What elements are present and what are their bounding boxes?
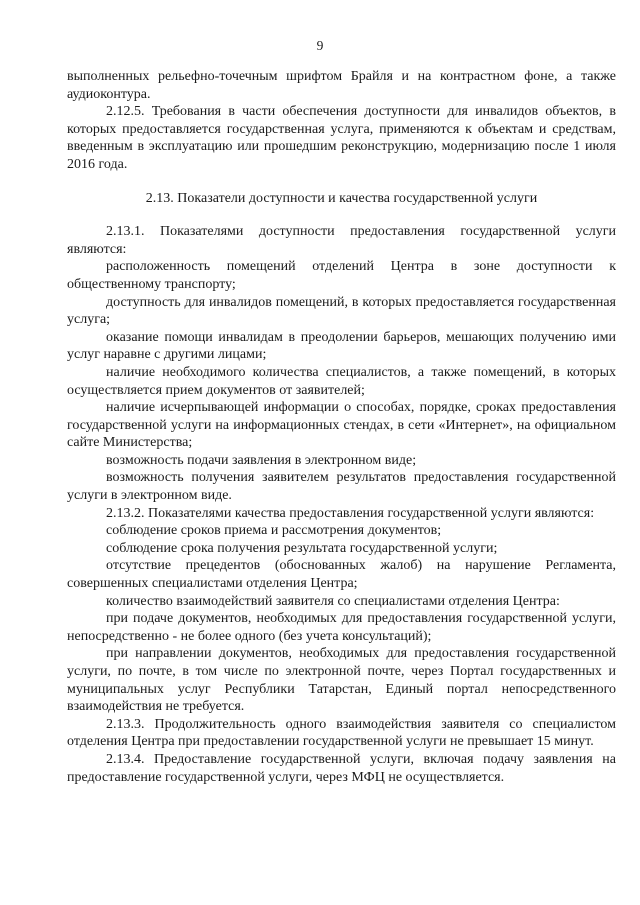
paragraph-2-13-1-intro: 2.13.1. Показателями доступности предоставления государственной услуги являются: — [67, 224, 616, 257]
paragraph-2-13-2-intro: 2.13.2. Показателями качества предоставления государственной услуги являются: — [106, 505, 595, 521]
paragraph-2-13-3: 2.13.3. Продолжительность одного взаимодействия заявителя со специалистом отделения Центра при предоставлении государственной услуги не превышает 15 минут. — [67, 716, 616, 750]
quality-indicator-4: количество взаимодействий заявителя со специалистами отделения Центра: — [106, 593, 560, 609]
accessibility-indicator-5: наличие исчерпывающей информации о способах, порядке, сроках предоставления государственной услуги на информационных стендах, в сети «Интернет», на официальном сайте Министерства; — [67, 400, 616, 451]
section-heading-2-13: 2.13. Показатели доступности и качества государственной услуги — [145, 190, 538, 206]
accessibility-indicator-1: расположенность помещений отделений Центра в зоне доступности к общественному транспорту; — [67, 259, 616, 292]
quality-indicator-1: соблюдение сроков приема и рассмотрения документов; — [106, 523, 442, 539]
quality-indicator-6: при направлении документов, необходимых для предоставления государственной услуги, по почте, в том числе по электронной почте, через Портал государственных и муниципальных услуг Республики Татарстан, Единый портал непосредственного взаимодействия не требуется. — [67, 646, 616, 715]
page-number: 9 — [316, 38, 324, 53]
quality-indicator-3: отсутствие прецедентов (обоснованных жалоб) на нарушение Регламента, совершенных специалистами отделения Центра; — [67, 558, 616, 592]
paragraph-2-12-5: 2.12.5. Требования в части обеспечения доступности для инвалидов объектов, в которых предоставляется государственная услуга, применяются к объектам и средствам, введенным в эксплуатацию или прошедшим реконструкцию, модернизацию после 1 июля 2016 года. — [67, 104, 616, 172]
paragraph-2-13-4: 2.13.4. Предоставление государственной услуги, включая подачу заявления на предоставление государственной услуги, через МФЦ не осуществляется. — [67, 751, 616, 785]
quality-indicator-2: соблюдение срока получения результата государственной услуги; — [106, 540, 498, 556]
quality-indicator-5: при подаче документов, необходимых для предоставления государственной услуги, непосредственно - не более одного (без учета консультаций); — [67, 611, 616, 644]
accessibility-indicator-7: возможность получения заявителем результатов предоставления государственной услуги в электронном виде. — [67, 470, 616, 504]
document-body — [67, 68, 616, 786]
paragraph-continuation: выполненных рельефно-точечным шрифтом Брайля и на контрастном фоне, а также аудиоконтура. — [67, 69, 616, 102]
accessibility-indicator-2: доступность для инвалидов помещений, в которых предоставляется государственная услуга; — [67, 294, 616, 328]
accessibility-indicator-3: оказание помощи инвалидам в преодолении барьеров, мешающих получению ими услуг наравне с другими лицами; — [67, 329, 616, 363]
accessibility-indicator-4: наличие необходимого количества специалистов, а также помещений, в которых осуществляется прием документов от заявителей; — [67, 364, 616, 398]
accessibility-indicator-6: возможность подачи заявления в электронном виде; — [106, 452, 417, 468]
